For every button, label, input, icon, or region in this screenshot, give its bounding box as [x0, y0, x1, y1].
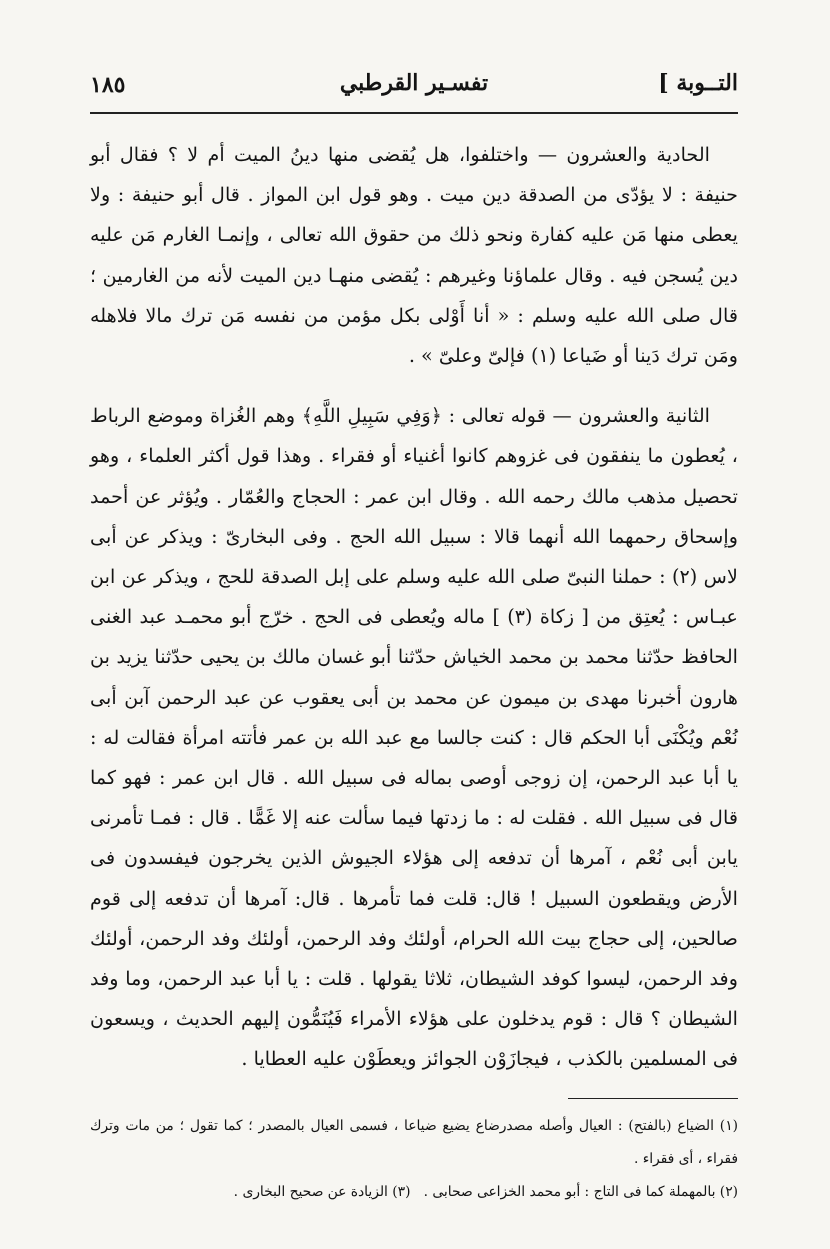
footnote-2-3	[90, 1176, 738, 1209]
footnote-2: (٢) بالمهملة كما فى التاج : أبو محمد الخزاعى صحابى .	[423, 1184, 738, 1200]
footnote-divider	[568, 1098, 738, 1099]
book-title: تفسـير القرطبي	[339, 70, 489, 96]
main-text	[90, 135, 738, 1080]
footnotes	[90, 1110, 738, 1209]
paragraph-22: الثانية والعشرون — قوله تعالى : ﴿وَفِي سَبِيلِ اللَّهِ﴾ وهم الغُزاة وموضع الرباط ، يُعطون ما ينفقون فى غزوهم كانوا أغنياء أو فقراء . وهذا قول أكثر العلماء ، وهو تحصيل مذهب مالك رحمه الله . وقال ابن عمر : الحجاج والعُمّار . ويُؤثر عن أحمد وإسحاق رحمهما الله أنهما قالا : سبيل الله الحج . وفى البخارىّ : ويذكر عن أبى لاس (٢) : حملنا النبىّ صلى الله عليه وسلم على إبل الصدقة للحج ، ويذكر عن ابن عبـاس : يُعتِق من [ زكاة (٣) ] ماله ويُعطى فى الحج . خرّج أبو محمـد عبد الغنى الحافظ حدّثنا محمد بن محمد الخياش حدّثنا أبو غسان مالك بن يحيى حدّثنا يزيد بن هارون أخبرنا مهدى بن ميمون عن محمد بن أبى يعقوب عن عبد الرحمن آبن أبى نُعْم ويُكْنَى أبا الحكم قال : كنت جالسا مع عبد الله بن عمر فأتته امرأة فقالت له : يا أبا عبد الرحمن، إن زوجى أوصى بماله فى سبيل الله . قال ابن عمر : فهو كما قال فى سبيل الله . فقلت له : ما زدتها فيما سألت عنه إلا غَمًّا . قال : فمـا تأمرنى يابن أبى نُعْم ، آمرها أن تدفعه إلى هؤلاء الجيوش الذين يخرجون فيفسدون فى الأرض ويقطعون السبيل ! قال: قلت فما تأمرها . قال: آمرها أن تدفعه إلى قوم صالحين، إلى حجاج بيت الله الحرام، أولئك وفد الرحمن، أولئك وفد الرحمن، أولئك وفد الرحمن، ليسوا كوفد الشيطان، ثلاثا يقولها . قلت : يا أبا عبد الرحمن، وما وفد الشيطان ؟ قال : قوم يدخلون على هؤلاء الأمراء فَيُنَمُّون إليهم الحديث ، ويسعون فى المسلمين بالكذب ، فيجازَوْن الجوائز ويعطَوْن عليه العطايا .	[90, 404, 739, 1071]
surah-name: التــوبة ]	[658, 70, 738, 96]
footnote-3: (٣) الزيادة عن صحيح البخارى .	[233, 1184, 411, 1200]
page-header	[90, 62, 738, 114]
footnote-1: (١) الضياع (بالفتح) : العيال وأصله مصدرضاع يضيع ضياعا ، فسمى العيال بالمصدر ؛ كما تقول ؛ من مات وترك فقراء ، أى فقراء .	[90, 1118, 738, 1167]
page-number: ١٨٥	[90, 72, 126, 98]
paragraph-21: الحادية والعشرون — واختلفوا، هل يُقضى منها دينُ الميت أم لا ؟ فقال أبو حنيفة : لا يؤدّى من الصدقة دين ميت . وهو قول ابن المواز . قال أبو حنيفة : ولا يعطى منها مَن عليه كفارة ونحو ذلك من حقوق الله تعالى ، وإنمـا الغارم مَن عليه دين يُسجن فيه . وقال علماؤنا وغيرهم : يُقضى منهـا دين الميت لأنه من الغارمين ؛ قال صلى الله عليه وسلم : « أنا أَوْلى بكل مؤمن من نفسه مَن ترك مالا فلاهله ومَن ترك دَينا أو ضَياعا (١) فإلىّ وعلىّ » .	[90, 143, 738, 368]
